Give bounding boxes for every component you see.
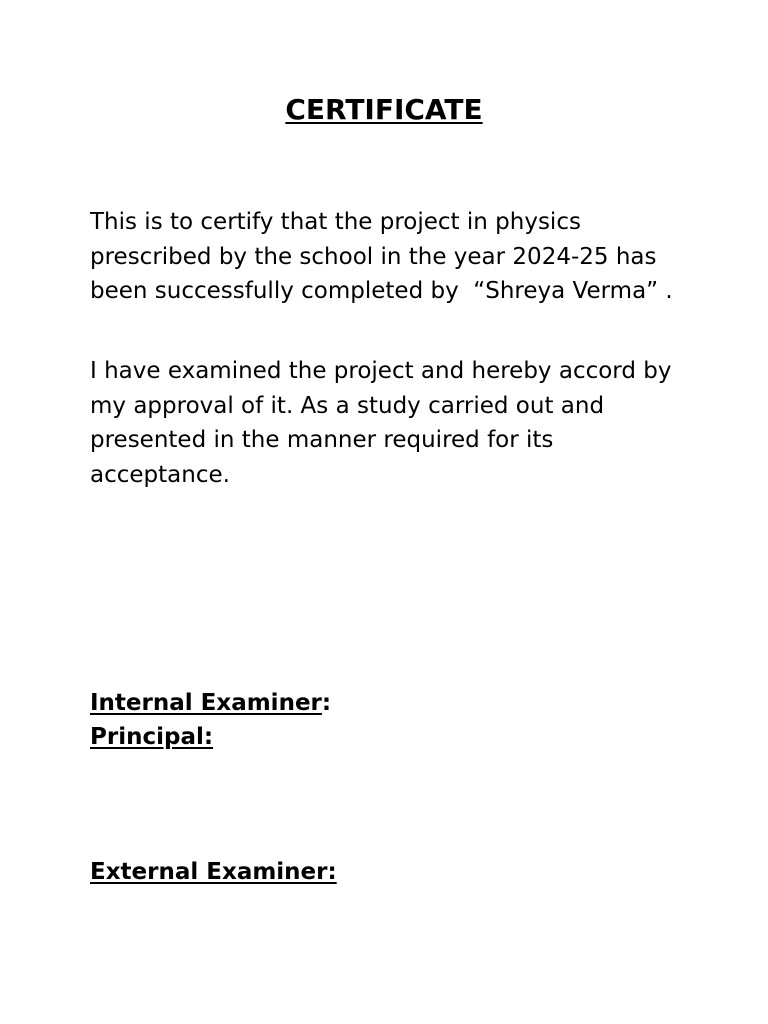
external-examiner-line <box>90 857 337 887</box>
internal-examiner-label: Internal Examiner <box>90 690 322 716</box>
certification-paragraph: This is to certify that the project in physics prescribed by the school in the year 2024-25 has been successfully completed by “Shreya Verma” . <box>90 209 673 304</box>
principal-label: Principal: <box>90 724 214 750</box>
external-examiner-label: External Examiner: <box>90 859 337 885</box>
internal-examiner-colon: : <box>321 690 332 716</box>
approval-paragraph: I have examined the project and hereby accord by my approval of it. As a study carried out and presented in the manner required for its acceptance. <box>90 358 679 488</box>
principal-line <box>90 722 213 752</box>
page-title: CERTIFICATE <box>285 93 483 126</box>
internal-examiner-line <box>90 688 331 718</box>
